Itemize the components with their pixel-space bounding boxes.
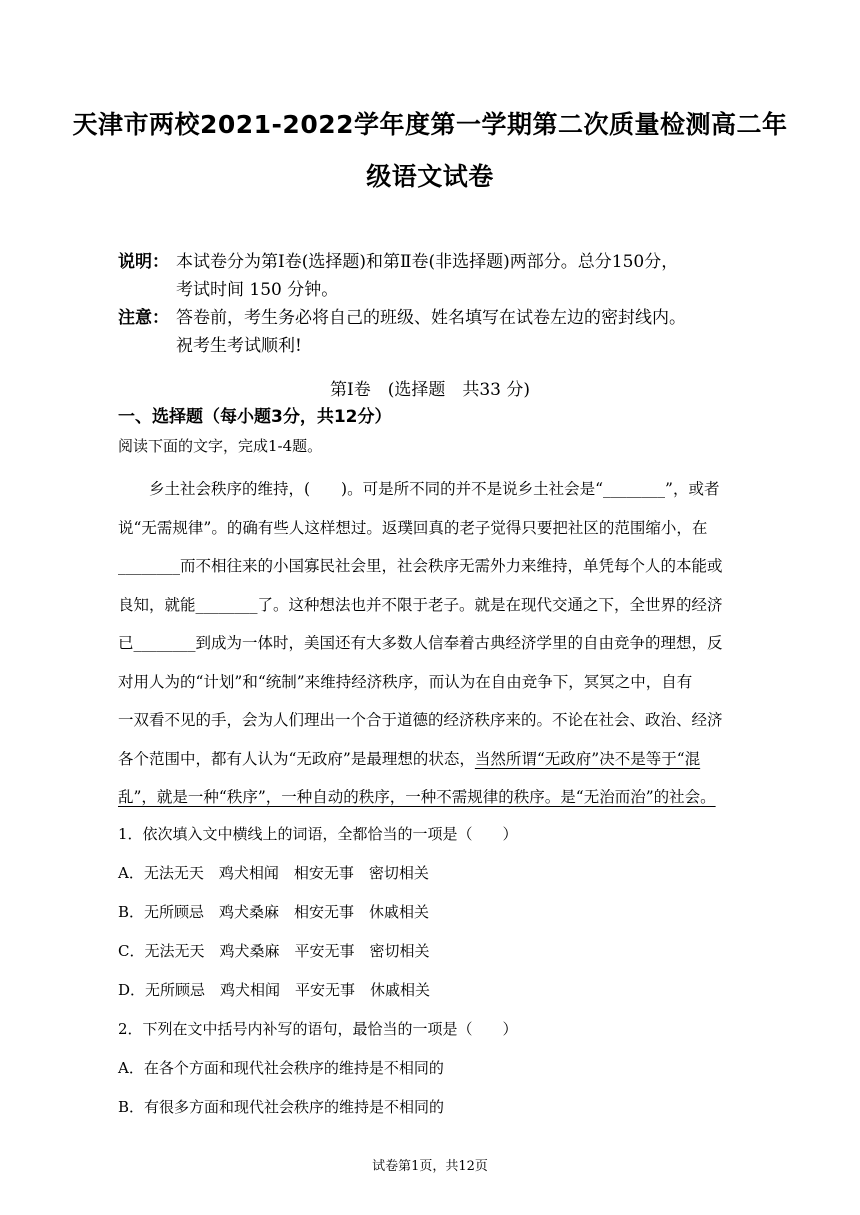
passage-line: 良知，就能________了。这种想法也并不限于老子。就是在现代交通之下，全世界的经济: [118, 595, 723, 614]
reading-instruction: 阅读下面的文字，完成1-4题。: [118, 437, 323, 455]
note-row: [118, 248, 808, 276]
note-label-attention: 注意：: [118, 308, 169, 328]
option-2a: A．在各个方面和现代社会秩序的维持是不相同的: [118, 1059, 444, 1077]
passage-line-text: 各个范围中，都有人认为“无政府”是最理想的状态，: [118, 749, 475, 768]
question-2-stem: 2．下列在文中括号内补写的语句，最恰当的一项是（ ）: [118, 1020, 518, 1038]
option-1d: D．无所顾忌 鸡犬相闻 平安无事 休戚相关: [118, 981, 431, 999]
note-row: [118, 276, 808, 304]
passage-line: 已________到成为一体时，美国还有大多数人信奉着古典经济学里的自由竞争的理想，反: [118, 634, 723, 652]
underlined-sentence: 当然所谓“无政府”决不是等于“混: [474, 749, 701, 768]
exam-title-line-2: 级语文试卷: [366, 162, 494, 191]
note-row: [118, 304, 808, 332]
question-group-heading: 一、选择题（每小题3分，共12分）: [118, 407, 392, 427]
note-label-instructions: 说明：: [118, 252, 169, 272]
option-1b: B．无所顾忌 鸡犬桑麻 相安无事 休戚相关: [118, 903, 430, 921]
exam-title-line-1: 天津市两校2021-2022学年度第一学期第二次质量检测高二年: [72, 110, 788, 139]
note-row: [118, 332, 808, 360]
exam-notes: [118, 248, 808, 360]
passage-line-underlined: 乱”，就是一种“秩序”，一种自动的秩序，一种不需规律的秩序。是“无治而治”的社会。: [118, 788, 716, 806]
note-text: 考试时间 150 分钟。: [176, 280, 339, 300]
note-text: 祝考生考试顺利!: [176, 336, 302, 356]
question-list: [118, 815, 798, 1127]
passage-line: [118, 740, 798, 779]
option-2b: B．有很多方面和现代社会秩序的维持是不相同的: [118, 1098, 445, 1116]
page-footer: 试卷第1页，共12页: [372, 1159, 488, 1174]
section-heading: 第Ⅰ卷 (选择题 共33 分): [329, 380, 530, 400]
passage-line: 乡土社会秩序的维持，( )。可是所不同的并不是说乡土社会是“________”，或者: [149, 480, 720, 498]
note-text: 答卷前，考生务必将自己的班级、姓名填写在试卷左边的密封线内。: [176, 308, 686, 328]
passage-line: ________而不相往来的小国寡民社会里，社会秩序无需外力来维持，单凭每个人的本能或: [118, 557, 723, 575]
question-1-stem: 1．依次填入文中横线上的词语，全都恰当的一项是（ ）: [118, 825, 518, 843]
passage-line: 一双看不见的手，会为人们理出一个合于道德的经济秩序来的。不论在社会、政治、经济: [118, 711, 723, 729]
note-text: 本试卷分为第Ⅰ卷(选择题)和第Ⅱ卷(非选择题)两部分。总分150分，: [176, 252, 679, 272]
option-1c: C．无法无天 鸡犬桑麻 平安无事 密切相关: [118, 942, 430, 960]
passage-line: 对用人为的“计划”和“统制”来维持经济秩序，而认为在自由竞争下，冥冥之中，自有: [118, 672, 693, 691]
passage-line: 说“无需规律”。的确有些人这样想过。返璞回真的老子觉得只要把社区的范围缩小，在: [118, 518, 708, 537]
reading-passage: [118, 470, 798, 817]
option-1a: A．无法无天 鸡犬相闻 相安无事 密切相关: [118, 864, 429, 882]
